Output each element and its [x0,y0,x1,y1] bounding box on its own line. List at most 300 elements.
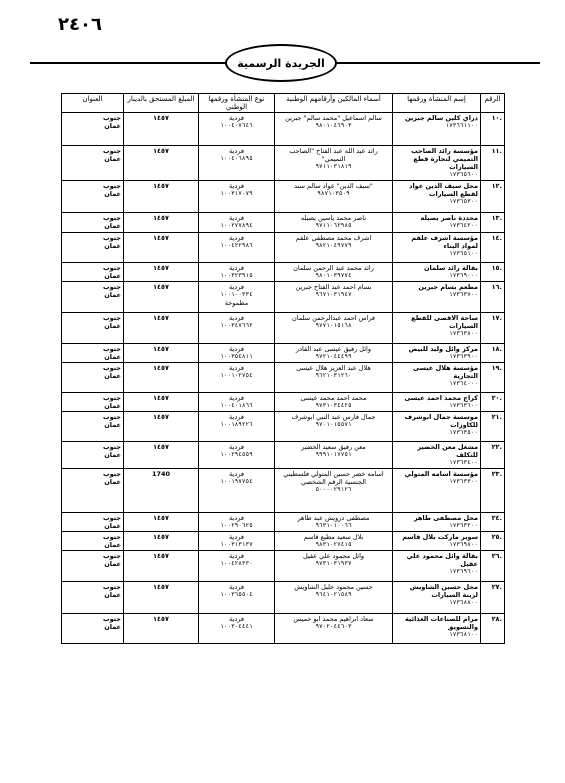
address [62,393,124,412]
gazette-title: الجريدة الرسمية [225,44,337,82]
column-header: نوع المنشأة ورقمها الوطني [199,94,275,113]
column-header: المبلغ المستحق بالدينار [124,94,199,113]
amount-due-text: ١٤٥٧ [153,364,169,372]
address-line-2: عمان [104,372,121,380]
establishment-national-number: ١٠٠٤٠٦٨٩٥ [220,155,253,162]
address [62,614,124,644]
establishment-number: ١٧٣٦٣٨٠٠ [449,330,478,337]
owner-national-id: ٩٦٢١٠٣١٢٦٠ [315,372,352,379]
address-line-1: جنوب [103,583,121,591]
column-header: إسم المنشأة ورقمها [393,94,481,113]
establishment-type [199,313,275,344]
establishment-national-number: ١٠٠٣٥٤٨١١ [220,353,253,360]
amount-due-text: ١٤٥٧ [153,533,169,541]
table-row [62,263,505,282]
address-line-1: جنوب [103,214,121,222]
row-number-text: .١٩ [491,364,502,372]
amount-due [124,551,199,582]
address-line-1: جنوب [103,533,121,541]
table-row [62,113,505,146]
establishment-number: ١٧٣٦٣٥٠٠ [449,429,478,436]
owner-national-id: ٩٨٣١٠٢٧٤١٥ [315,541,352,548]
row-number-text: .٢٠ [491,394,502,402]
table-row [62,233,505,263]
owner-national-id: ٩٦٧١٠٣١٩٤٧ [315,291,352,298]
establishment-name [393,263,481,282]
establishment-name [393,113,481,146]
establishment-name-text: مطعم بسام جبرين [418,283,478,291]
amount-due-text: ١٤٥٧ [153,583,169,591]
address-line-1: جنوب [103,345,121,353]
owner-names-text: حسين محمود خليل الشاويش [294,583,373,591]
establishment-number: ١٧٣٦٣٣٠٠ [449,478,478,485]
establishment-type-text: فردية [229,147,244,155]
establishment-type-note: مطموخة [224,299,249,307]
establishment-name [393,233,481,263]
row-number-text: .١٦ [491,283,502,291]
owner-names [275,393,393,412]
establishment-national-number: ١٠٠٢٩٠٦٢٥ [220,522,253,529]
address-line-2: عمان [104,522,121,530]
establishment-type [199,532,275,551]
owner-national-id: ٩٨٠١٠٣٩٧٧٤ [315,272,352,279]
owner-names [275,181,393,213]
owner-names [275,146,393,181]
address [62,513,124,532]
table-body [62,113,505,644]
owner-national-id: ٩٧٠٢٠٤٤٦٠٣ [315,623,352,630]
establishment-number: ١٧٣٦٨٨٠٠ [449,599,478,606]
amount-due [124,582,199,614]
address-line-2: عمان [104,560,121,568]
address-line-2: عمان [104,541,121,549]
address-line-2: عمان [104,623,121,631]
establishment-type [199,233,275,263]
establishment-national-number: ١٠٠١٠٢٧٥٤ [220,372,253,379]
address [62,412,124,442]
owner-names-text: سالم اسماعيل "محمد سالم" جبرين [285,114,382,122]
row-number [481,393,505,412]
address-line-1: جنوب [103,147,121,155]
establishment-type-text: فردية [229,364,244,372]
establishment-type [199,363,275,393]
owner-national-id: ٩٩٩١٠١٧٧٥١ [315,451,352,458]
amount-due-text: 1740 [151,470,171,478]
owner-names-text: رائد محمد عبد الرحمن سلمان [293,264,374,272]
establishment-type [199,551,275,582]
establishment-name-text: موسسة جمال ابوشرف للكاوزات [404,413,478,429]
amount-due-text: ١٤٥٧ [153,615,169,623]
establishment-type-text: فردية [229,583,244,591]
establishment-type-text: فردية [229,552,244,560]
row-number [481,363,505,393]
establishment-type [199,213,275,233]
amount-due [124,113,199,146]
owner-names-text: محمد احمد محمد عيسى [300,394,367,402]
establishment-type [199,146,275,181]
owner-national-id: ٩٦٣١٠١٠٠٦٦ [315,522,352,529]
amount-due [124,469,199,513]
owner-names [275,282,393,313]
establishment-name [393,213,481,233]
establishment-number: ١٧٣٦٣٧٠٠ [449,291,478,298]
establishment-national-number: ١٠٠٣١٧٠٧٩ [220,190,253,197]
establishment-type-text: فردية [229,314,244,322]
address [62,233,124,263]
row-number [481,233,505,263]
establishment-type-text: فردية [229,470,244,478]
address-line-1: جنوب [103,552,121,560]
establishment-name-text: محل سيف الدين عواد لقطع السيارات [409,182,478,198]
address [62,181,124,213]
establishment-national-number: ١٠٠٤٢٢٩٨٦ [220,242,253,249]
owner-names [275,263,393,282]
address [62,113,124,146]
address-line-1: جنوب [103,443,121,451]
address-line-1: جنوب [103,470,121,478]
row-number-text: .٢٤ [491,514,502,522]
row-number [481,113,505,146]
owner-national-id: ٩٦٤١٠٢١٥٨٩ [315,591,352,598]
establishment-name [393,412,481,442]
establishment-name [393,614,481,644]
owner-names-text: "سيف الدين" عواد سالم سند [294,182,373,190]
address-line-2: عمان [104,478,121,486]
establishment-number: ١٧٣٦٤٠٠٠ [449,380,478,387]
establishment-national-number: ١٠٠٤٠١٨٦٦ [220,402,253,409]
establishment-number: ١٧٣٦٣٤٠٠ [449,459,478,466]
column-header: أسماء المالكين وأرقامهم الوطنية [275,94,393,113]
address-line-1: جنوب [103,394,121,402]
address-line-2: عمان [104,291,121,299]
establishment-type-text: فردية [229,443,244,451]
establishment-name [393,532,481,551]
establishment-national-number: ١٠٠٣٤٧٦٦٢ [220,322,253,329]
address-line-2: عمان [104,421,121,429]
establishment-national-number: ١٠٠٢٩٤٥٥٩ [220,451,253,458]
owner-names [275,363,393,393]
owner-names-text: وائل محمود علي عقيل [302,552,365,560]
establishment-number: ١٧٣٦٥٣٠٠ [449,198,478,205]
address-line-1: جنوب [103,314,121,322]
row-number [481,213,505,233]
establishment-number: ١٧٣٦٥٦٠٠ [449,171,478,178]
address [62,532,124,551]
owner-names-text: اشرف محمد مصطفى علقم [295,234,372,242]
amount-due [124,412,199,442]
row-number-text: .٢٨ [491,615,502,623]
table-row [62,181,505,213]
establishment-national-number: ١٠٠٣٠٤٤٤١ [220,623,253,630]
address-line-2: عمان [104,122,121,130]
establishment-name-text: ساحة الاقصى للقطع السيارات [411,314,478,330]
establishment-number: ١٧٣٦٩٨٠٠ [449,541,478,548]
amount-due-text: ١٤٥٧ [153,234,169,242]
row-number-text: .٢١ [491,413,502,421]
address-line-1: جنوب [103,264,121,272]
table-row [62,513,505,532]
owner-national-id: ٩٧١١٠٦٢٩٨٥ [315,222,352,229]
amount-due-text: ١٤٥٧ [153,345,169,353]
establishment-name-text: سوبر ماركت بلال قاسم [402,533,478,541]
address-line-1: جنوب [103,615,121,623]
establishment-name [393,363,481,393]
row-number-text: .١٣ [491,214,502,222]
owner-names-text: فراس احمد عبدالرحمن سلمان [291,314,376,322]
address-line-2: عمان [104,155,121,163]
establishment-type [199,181,275,213]
establishment-number: ١٧٣٦٩٠٠٠ [449,272,478,279]
table-row [62,313,505,344]
owner-names-text: وائل رفيق عيسى عبد القادر [296,345,371,353]
amount-due [124,614,199,644]
row-number-text: .١٢ [491,182,502,190]
owner-national-id: ٩٧٠١٠١٥٥٧١ [315,421,352,428]
address [62,551,124,582]
establishment-name-text: كراج محمد احمد عيسى [404,394,478,402]
address [62,582,124,614]
establishment-name-text: محددة ناصر يصيله [420,214,478,222]
address-line-1: جنوب [103,413,121,421]
address [62,313,124,344]
address [62,146,124,181]
address-line-2: عمان [104,591,121,599]
establishment-name [393,282,481,313]
table-row [62,551,505,582]
establishment-national-number: ١٠٠٤٠٧٦٤٦ [220,122,253,129]
establishment-type-text: فردية [229,182,244,190]
establishment-national-number: ١٠٠١٠٠٣٣٤ [220,291,253,298]
establishment-number: ١٧٣٦٨١٠٠ [449,631,478,638]
establishment-national-number: ١٠٠٢٧٧٨٩٤ [220,222,253,229]
establishment-name-text: محل مصطفى طاهر [413,514,478,522]
address-line-2: عمان [104,402,121,410]
address [62,344,124,363]
establishment-name-text: بقالة وائل محمود علي عقيل [406,552,478,568]
table-row [62,412,505,442]
row-number [481,469,505,513]
establishment-name [393,146,481,181]
row-number-text: .٢٧ [491,583,502,591]
establishment-type [199,469,275,513]
owner-names-text: بلال سعيد مطيع قاسم [303,533,364,541]
table-row [62,582,505,614]
address-line-2: عمان [104,322,121,330]
owner-names [275,213,393,233]
establishment-name [393,313,481,344]
table-row [62,532,505,551]
establishment-name-text: مشغل معن الخضير للتكلف [417,443,478,459]
amount-due-text: ١٤٥٧ [153,443,169,451]
establishment-type-text: فردية [229,394,244,402]
row-number-text: .٢٢ [491,443,502,451]
owner-names-text: رائد عبد الله عبد الفتاح "الصاحب التميمي" [289,147,378,163]
table-header-row [62,94,505,113]
owner-names [275,614,393,644]
address-line-2: عمان [104,353,121,361]
address [62,469,124,513]
establishment-name [393,551,481,582]
row-number-text: .١١ [491,147,502,155]
amount-due-text: ١٤٥٧ [153,214,169,222]
establishment-national-number: ١٠٠٣١٣١٣٧ [220,541,253,548]
establishment-type-text: فردية [229,615,244,623]
address-line-1: جنوب [103,364,121,372]
establishment-name [393,344,481,363]
establishment-name [393,513,481,532]
table-row [62,442,505,469]
amount-due [124,532,199,551]
row-number [481,412,505,442]
page-number: ٢٤٠٦ [58,14,102,35]
establishment-name-text: مؤسسة هلال عيسى التجارية [413,364,478,380]
address [62,282,124,313]
address [62,213,124,233]
row-number-text: .٢٥ [491,533,502,541]
address-line-1: جنوب [103,114,121,122]
establishment-name [393,393,481,412]
row-number-text: .١٠ [491,114,502,122]
owner-names [275,469,393,513]
amount-due [124,363,199,393]
owner-names [275,582,393,614]
establishment-name-text: مركز وائل وليد للبيض [408,345,478,353]
address-line-2: عمان [104,451,121,459]
establishment-name [393,469,481,513]
amount-due-text: ١٤٥٧ [153,283,169,291]
address-line-1: جنوب [103,182,121,190]
row-number [481,551,505,582]
owner-national-id: ٩٧١١٠٣١٨١٩ [315,163,352,170]
amount-due-text: ١٤٥٧ [153,413,169,421]
table-row [62,282,505,313]
establishment-name-text: مؤسسة اسامه المتولي [404,470,478,478]
address-line-2: عمان [104,222,121,230]
row-number [481,146,505,181]
amount-due-text: ١٤٥٧ [153,514,169,522]
owner-names-text: هلال عبد العزيز هلال عيسى [296,364,371,372]
amount-due-text: ١٤٥٧ [153,264,169,272]
owner-national-id: ٩٨٧١٠٣٥٠٩ [317,190,350,197]
amount-due [124,393,199,412]
owner-national-id: ٥٠٠٠٠٢٩١٢٦ [315,486,352,493]
address-line-2: عمان [104,190,121,198]
amount-due [124,233,199,263]
establishment-name-text: دراي كلين سالم جبرين [404,114,478,122]
establishment-national-number: ١٠٠١٨٩٢٢٦ [220,421,253,428]
row-number-text: .١٤ [491,234,502,242]
address-line-1: جنوب [103,283,121,291]
amount-due-text: ١٤٥٧ [153,114,169,122]
row-number [481,513,505,532]
owner-names-text: جمال فارس عبد النبي ابوشرف [291,413,376,421]
establishment-number: ١٧٣٦٦١١٠٠ [445,122,478,129]
owner-national-id: ٩٧٧١٠١٥١٦٨ [315,322,352,329]
address [62,263,124,282]
row-number [481,532,505,551]
owner-names [275,551,393,582]
establishment-national-number: ١٠٠٣٢٣٩١٥ [220,272,253,279]
amount-due [124,313,199,344]
amount-due [124,181,199,213]
row-number [481,614,505,644]
row-number-text: .٢٣ [491,470,502,478]
amount-due [124,282,199,313]
establishment-name [393,582,481,614]
address-line-1: جنوب [103,234,121,242]
owner-names [275,313,393,344]
establishment-type-text: فردية [229,345,244,353]
amount-due-text: ١٤٥٧ [153,147,169,155]
owner-names [275,412,393,442]
row-number [481,313,505,344]
amount-due-text: ١٤٥٧ [153,182,169,190]
establishment-type-text: فردية [229,533,244,541]
establishment-type [199,442,275,469]
amount-due [124,442,199,469]
establishment-type-text: فردية [229,283,244,291]
establishment-type-text: فردية [229,234,244,242]
establishment-type [199,614,275,644]
table-row [62,393,505,412]
row-number [481,442,505,469]
owner-national-id: ٩٨٢١٠٤٩٧٧٩ [315,242,352,249]
establishment-number: ١٧٣٦٩٦٠٠ [449,568,478,575]
establishment-type [199,263,275,282]
establishment-type [199,113,275,146]
amount-due [124,344,199,363]
establishment-name-text: مؤسسة رائد الصاحب التميمي لتجارة قطع السيارات [411,147,478,171]
establishment-number: ١٧٣٦٣٦٠٠ [449,402,478,409]
establishment-type [199,393,275,412]
owner-names-text: سعاد ابراهيم محمد ابو خميس [293,615,374,623]
address [62,442,124,469]
establishment-type [199,282,275,313]
amount-due [124,263,199,282]
establishment-name-text: بقالة رائد سلمان [423,264,478,272]
establishment-type [199,412,275,442]
owner-names-text: ناصر محمد ياسين يصيله [300,214,367,222]
address-line-2: عمان [104,242,121,250]
establishment-type [199,344,275,363]
row-number-text: .١٧ [491,314,502,322]
establishment-type-text: فردية [229,514,244,522]
establishment-national-number: ١٠٠٤٢٨٣٣٠ [220,560,253,567]
establishment-national-number: ١٠٠٣٦٥٥٠٤ [220,591,253,598]
owner-names [275,113,393,146]
establishment-type [199,513,275,532]
row-number [481,263,505,282]
establishment-number: ١٧٣٦٤٢٠٠ [449,222,478,229]
owner-national-id: ٩٨٠١٠٤٦٩٠٣ [315,122,352,129]
establishment-type-text: فردية [229,214,244,222]
table-row [62,213,505,233]
table-row [62,614,505,644]
establishment-type-text: فردية [229,264,244,272]
column-header: العنوان [62,94,124,113]
amount-due [124,513,199,532]
establishment-name-text: مؤسسة اشرف علقم لمواد البناء [411,234,478,250]
owner-national-id: ٩٧٣١٠٣٤٤٢٥ [315,402,352,409]
establishments-table [61,93,505,644]
owner-names-text: بسام احمد عبد الفتاح جبرين [295,283,372,291]
owner-names [275,532,393,551]
row-number [481,282,505,313]
owner-names [275,513,393,532]
establishment-name-text: محل حسين الشاويش لزينة السيارات [409,583,478,599]
row-number-text: .٢٦ [491,552,502,560]
table-row [62,344,505,363]
